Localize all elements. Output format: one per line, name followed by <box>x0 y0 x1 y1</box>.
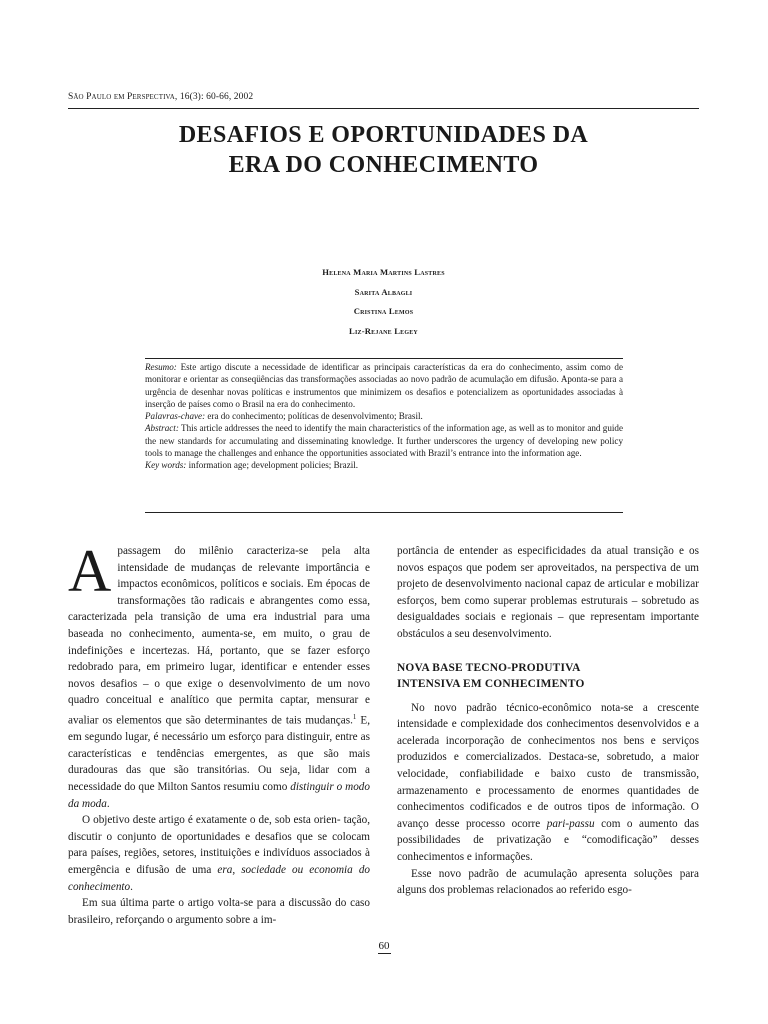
author-name: Sarita Albagli <box>354 286 413 297</box>
body-paragraph: Apassagem do milênio caracteriza-se pela alta intensidade de mudanças de relevante importância e impactos econômicos, políticos e sociais. Em épocas de transformações tão radicais e abrangentes como essa, caracterizada pela transição de uma era industrial para uma baseada no conhecimento, aumenta-se, em muito, o grau de indefinições e incertezas. Há, portanto, que se fazer esforço redobrado para, em primeiro lugar, identificar e entender esses novos desafios – o que exige o desenvolvimento de um novo quadro conceitual e analítico que permita captar, mensurar e avaliar os elementos que são determinantes de tais mudanças.$^1$ E, em segundo lugar, é necessário um esforço para distinguir, entre as características e tendências emergentes, as que são mais duradouras das que são transitórias. Ou seja, lidar com a necessidade do que Milton Santos resumiu como distinguir o modo da moda. <box>68 538 370 810</box>
body-paragraph: portância de entender as especificidades da atual transição e os novos espaços que podem ser aproveitados, na perspectiva de um projeto de desenvolvimento nacional capaz de articular e mobilizar esforços, bem como superar problemas estruturais – sobretudo as desigualdades sociais e regionais – que representam importante obstáculos a seu desenvolvimento. <box>397 545 699 640</box>
abstract-text: This article addresses the need to identify the main characteristics of the information age, as well as to monitor and guide the new standards for accumulating and disseminating knowledge. It further underscores the urgency of developing new policy tools to manage the challenges and enhance the opportunities associated with Brazil’s entrance into the information age. <box>145 423 623 459</box>
resumo-label: Resumo: <box>145 362 177 372</box>
body-column-left <box>68 538 371 928</box>
author-name: Liz-Rejane Legey <box>349 325 418 336</box>
author-name: Helena Maria Martins Lastres <box>322 267 445 277</box>
footnote-marker: 1 <box>352 712 357 721</box>
body-paragraph: Em sua última parte o artigo volta-se para a discussão do caso brasileiro, reforçando o argumento sobre a im- <box>68 897 370 926</box>
page-number: 60 <box>378 940 390 952</box>
abstract-label: Abstract: <box>145 423 179 434</box>
header-divider <box>68 108 699 109</box>
body-column-right <box>397 543 699 899</box>
palavras-chave-paragraph <box>145 410 623 422</box>
drop-cap: A <box>68 538 112 604</box>
abstract-paragraph <box>145 422 623 459</box>
journal-name: São Paulo em Perspectiva <box>68 92 175 102</box>
body-paragraph: Esse novo padrão de acumulação apresenta soluções para alguns dos problemas relacionados ao referido esgo- <box>397 867 699 897</box>
palavras-chave-text: era do conhecimento; políticas de desenvolvimento; Brasil. <box>205 411 423 422</box>
abstract-bottom-rule <box>145 512 623 513</box>
abstract-top-rule <box>145 358 623 359</box>
author-list <box>68 263 699 341</box>
keywords-text: information age; development policies; Brazil. <box>186 460 359 471</box>
journal-volume: , 16(3): 60-66, 2002 <box>174 92 254 102</box>
keywords-label: Key words: <box>145 460 187 471</box>
resumo-paragraph <box>145 361 623 410</box>
title-line-1: DESAFIOS E OPORTUNIDADES DA <box>178 122 589 148</box>
palavras-chave-label: Palavras-chave: <box>145 411 206 422</box>
keywords-paragraph <box>145 459 623 471</box>
body-paragraph: No novo padrão técnico-econômico nota-se a crescente intensidade e complexidade dos conhecimentos desenvolvidos e a acelerada incorporação de conhecimentos nos bens e serviços produzidos e comercializados. Destaca-se, sobretudo, a maior velocidade, confiabilidade e baixo custo de transmissão, armazenamento e processamento de enormes quantidades de conhecimentos codificados e de outros tipos de informação. O avanço desse processo ocorre pari-passu com o aumento das possibilidades de privatização e “comodificação” desses conhecimentos e informações. <box>397 701 699 863</box>
body-paragraph: O objetivo deste artigo é exatamente o de, sob esta orien- tação, discutir o conjunto de oportunidades e desafios que se colocam para países, regiões, setores, instituições e indivíduos associados à emergência e difusão de uma era, sociedade ou economia do conhecimento. <box>68 814 371 893</box>
abstract-block <box>145 361 623 472</box>
section-heading: NOVA BASE TECNO-PRODUTIVA INTENSIVA EM CONHECIMENTO <box>397 661 585 690</box>
journal-citation <box>68 92 253 102</box>
title-line-2: ERA DO CONHECIMENTO <box>228 152 539 178</box>
article-title <box>68 120 699 180</box>
author-name: Cristina Lemos <box>353 306 414 316</box>
resumo-text: Este artigo discute a necessidade de identificar as principais características da era do conhecimento, assim como de monitorar e orientar as conseqüências das transformações associadas ao novo padrão de acumulação em difusão. Aponta-se para a urgência de desenhar novas políticas e instrumentos que minimizem os desafios e potencializem as oportunidades associadas à inserção de países como o Brasil na era do conhecimento. <box>145 362 623 409</box>
